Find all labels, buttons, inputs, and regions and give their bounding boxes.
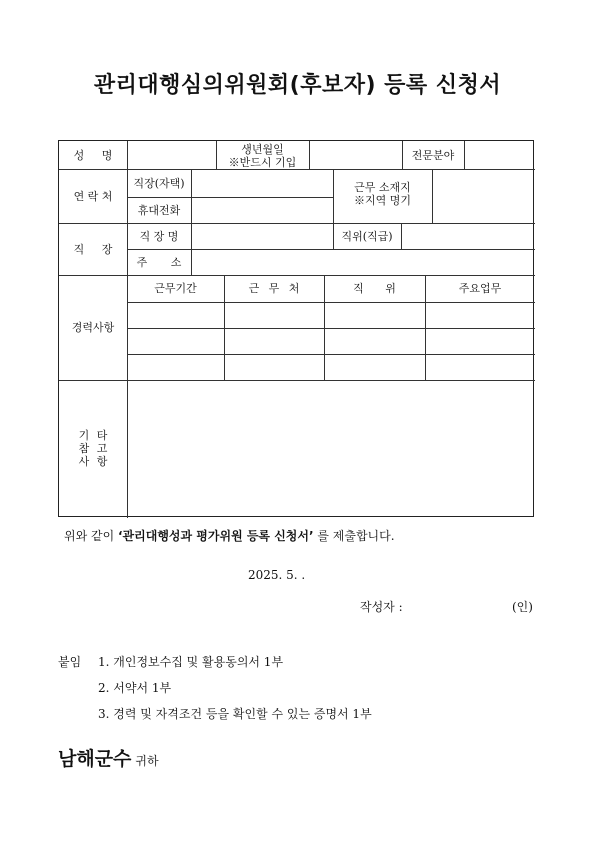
birth-date-label: 생년월일 ※반드시 기입 xyxy=(228,143,297,169)
form-title-quote: ‘관리대행성과 평가위원 등록 신청서’ xyxy=(118,529,314,543)
specialty-label: 전문분야 xyxy=(411,148,455,162)
seal-mark: (인) xyxy=(512,600,533,614)
writer-label: 작성자 : xyxy=(360,600,403,614)
mobile-phone-label: 휴대전화 xyxy=(137,203,181,217)
document-title: 관리대행심의위원회(후보자) 등록 신청서 xyxy=(93,73,502,98)
submission-statement: 위와 같이 ‘관리대행성과 평가위원 등록 신청서’ 를 제출합니다. xyxy=(64,529,395,543)
attachments-label: 붙임 xyxy=(58,655,82,669)
application-form-table xyxy=(58,140,534,517)
work-location-label: 근무 소재지 ※지역 명기 xyxy=(353,181,411,207)
honorific: 귀하 xyxy=(135,754,159,768)
office-phone-label: 직장(자택) xyxy=(133,176,185,190)
address-label: 주 소 xyxy=(136,255,182,269)
career-header-employer: 근 무 처 xyxy=(248,282,300,295)
notes-label: 기 타 참 고 사 항 xyxy=(78,429,108,468)
attachment-item: 2. 서약서 1부 xyxy=(98,681,172,695)
career-header-position: 직 위 xyxy=(353,282,396,295)
company-name-label: 직 장 명 xyxy=(139,229,179,243)
submission-date: 2025. 5. . xyxy=(248,568,306,582)
career-header-period: 근무기간 xyxy=(154,282,197,295)
recipient xyxy=(58,744,159,771)
contact-label: 연 락 처 xyxy=(73,189,113,203)
workplace-label: 직 장 xyxy=(73,242,113,256)
career-header-duties: 주요업무 xyxy=(458,282,502,295)
position-label: 직위(직급) xyxy=(341,229,393,243)
attachment-item: 1. 개인정보수집 및 활용동의서 1부 xyxy=(98,655,284,669)
name-label: 성 명 xyxy=(73,148,113,162)
recipient-name: 남해군수 xyxy=(58,748,132,770)
attachment-item: 3. 경력 및 자격조건 등을 확인할 수 있는 증명서 1부 xyxy=(98,707,372,721)
career-label: 경력사항 xyxy=(71,321,115,334)
